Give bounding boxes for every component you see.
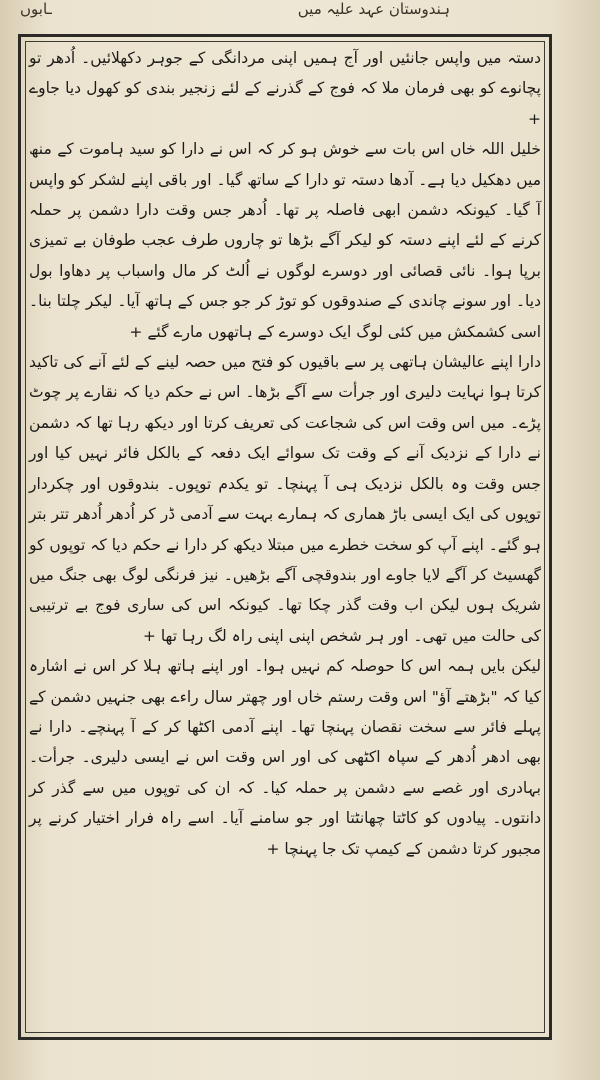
paragraph-3: دارا اپنے عالیشان ہاتھی پر سے باقیوں کو فتح میں حصہ لینے کے لئے آنے کی تاکید کرتا ہوا نہایت دلیری اور جرأت سے آگے بڑھا۔ اس نے حکم دیا کہ نقارے پر چوٹ پڑے۔ میں اس وقت اس کی شجاعت کی تعریف کرتا اور دیکھ رہا تھا کہ دشمن نے دارا کے نزدیک آنے کے وقت تک سوائے ایک دفعہ کے بالکل فائر نہیں کیا اور جس وقت وہ بالکل نزدیک ہی آ پہنچا۔ تو یکدم توپوں۔ بندوقوں اور چکردار توپوں کی ایک ایسی باڑ ھماری کہ ہمارے بہت سے آدمی ڈر کر اُدھر اُدھر تتر بتر ہو گئے۔ اپنے آپ کو سخت خطرے میں مبتلا دیکھ کر دارا نے حکم دیا کہ توپوں کو گھسیٹ کر آگے لایا جاوے اور بندوقچی آگے بڑھیں۔ نیز فرنگی لوگ بھی جنگ میں شریک ہوں لیکن اب وقت گذر چکا تھا۔ کیونکہ اس کی ساری فوج بے ترتیبی کی حالت میں تھی۔ اور ہر شخص اپنی اپنی راہ لگ رہا تھا + [29, 353, 541, 645]
header-title: ہندوستان عہد علیہ میں [297, 0, 450, 18]
paragraph-4: لیکن بایں ہمہ اس کا حوصلہ کم نہیں ہوا۔ اور اپنے ہاتھ ہلا کر اس نے اشارہ کیا کہ "بڑھتے آؤ" اس وقت رستم خاں اور چھتر سال راءے بھی جنہیں دشمن کے پہلے فائر سے سخت نقصان پہنچا تھا۔ اپنے آدمی اکٹھا کر کے آ پہنچے۔ دارا نے بھی ادھر اُدھر کے سپاہ اکٹھی کی اور اس وقت اس نے ایسی دلیری۔ جرأت۔ بہادری اور غصے سے دشمن پر حملہ کیا۔ کہ ان کی توپوں میں سے گذر کر دانتوں۔ پیادوں کو کاٹتا چھانٹتا اور جو سامنے آیا۔ اسے راہ فرار اختیار کرنے پر مجبور کرتا دشمن کے کیمپ تک جا پہنچا + [29, 657, 541, 858]
header-page-label: ـابوں [20, 0, 52, 18]
running-header [0, 0, 600, 26]
paragraph-1: دستہ میں واپس جانئیں اور آج ہمیں اپنی مردانگی کے جوہر دکھلائیں۔ اُدھر تو پچانوے کو بھی فرمان ملا کہ فوج کے گذرنے کے لئے زنجیر بندی کو کھول دیا جاوے + [29, 49, 541, 128]
paragraph-2: خلیل اللہ خاں اس بات سے خوش ہو کر کہ اس نے دارا کو سید ہاموت کے منھ میں دھکیل دیا ہے۔ آدھا دستہ تو دارا کے ساتھ گیا۔ اور باقی اپنے لشکر کو واپس آ گیا۔ کیونکہ دشمن ابھی فاصلہ پر تھا۔ اُدھر جس وقت دارا دشمن پر حملہ کرنے کے لئے اپنے دستہ کو لیکر آگے بڑھا تو چاروں طرف عجب طوفان بے تمیزی برپا ہوا۔ نائی قصائی اور دوسرے لوگوں نے اُلٹ کر مال واسباب پر دھاوا بول دیا۔ اور سونے چاندی کے صندوقوں کو توڑ کر جو جس کے ہاتھ آیا۔ لیکر چلتا بنا۔ اسی کشمکش میں کئی لوگ ایک دوسرے کے ہاتھوں مارے گئے + [29, 140, 541, 341]
body-text [29, 43, 541, 1031]
page-border-frame [18, 34, 552, 1040]
